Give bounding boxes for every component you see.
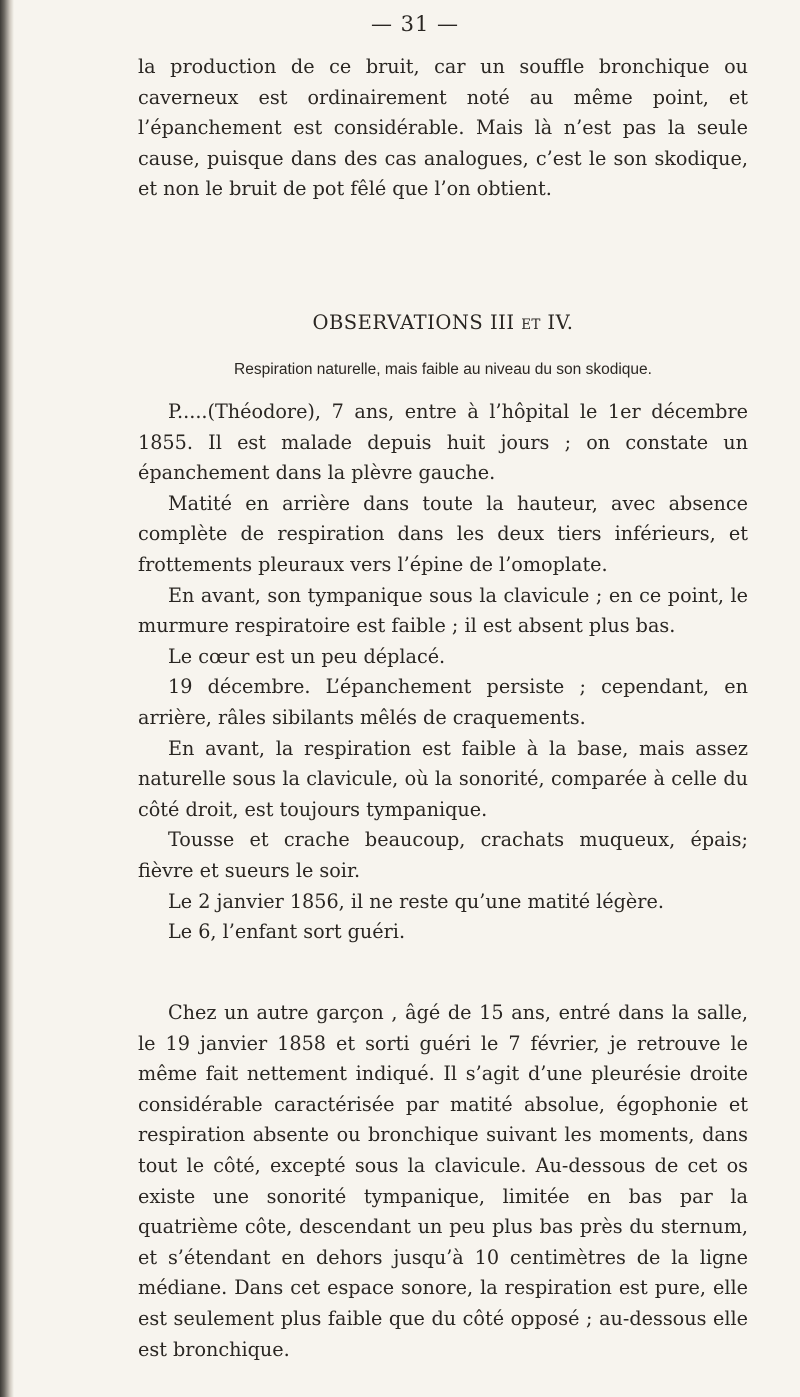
obs1-paragraph: 19 décembre. L’épanchement persiste ; cependant, en arrière, râles sibilants mêlés de craquements. bbox=[138, 675, 748, 729]
obs1-paragraph: P.....(Théodore), 7 ans, entre à l’hôpital le 1er décembre 1855. Il est malade depuis huit jours ; on constate un épanchement dans la plèvre gauche. bbox=[138, 400, 748, 485]
observation-2 bbox=[138, 998, 748, 1365]
heading-et: ET bbox=[521, 317, 541, 333]
obs1-paragraph: En avant, son tympanique sous la clavicule ; en ce point, le murmure respiratoire est faible ; il est absent plus bas. bbox=[138, 583, 748, 638]
obs2-paragraph: Chez un autre garçon , âgé de 15 ans, entré dans la salle, le 19 janvier 1858 et sorti guéri le 7 février, je retrouve le même fait nettement indiqué. Il s’agit d’une pleurésie droite considérable caractérisée par matité absolue, égophonie et respiration absente ou bronchique suivant les moments, dans tout le côté, excepté sous la clavicule. Au-dessous de cet os existe une sonorité tympanique, limitée en bas par la quatrième côte, descendant un peu plus bas près du sternum, et s’étendant en dehors jusqu’à 10 centimètres de la ligne médiane. Dans cet espace sonore, la respiration est pure, elle est seulement plus faible que du côté opposé ; au-dessous elle est bronchique. bbox=[138, 1001, 748, 1361]
section-subheading: Respiration naturelle, mais faible au niveau du son skodique. bbox=[234, 361, 652, 378]
heading-end: IV. bbox=[540, 311, 574, 334]
obs1-paragraph: Tousse et crache beaucoup, crachats muqueux, épais; fièvre et sueurs le soir. bbox=[138, 828, 748, 882]
intro-paragraph bbox=[138, 52, 748, 205]
obs1-paragraph: Le 6, l’enfant sort guéri. bbox=[168, 920, 406, 944]
intro-text: la production de ce bruit, car un souffle bronchique ou caverneux est ordinairement noté au même point, et l’épanchement est considérable. Mais là n’est pas la seule cause, puisque dans des cas analogues, c’est le son skodique, et non le bruit de pot fêlé que l’on obtient. bbox=[138, 55, 748, 201]
obs1-paragraph: Le cœur est un peu déplacé. bbox=[168, 644, 446, 668]
heading-main: OBSERVATIONS III bbox=[312, 311, 522, 334]
obs1-paragraph: Matité en arrière dans toute la hauteur, avec absence complète de respiration dans les deux tiers inférieurs, et frottements pleuraux vers l’épine de l’omoplate. bbox=[138, 491, 748, 576]
obs1-paragraph: Le 2 janvier 1856, il ne reste qu’une matité légère. bbox=[168, 889, 664, 913]
obs1-paragraph: En avant, la respiration est faible à la base, mais assez naturelle sous la clavicule, où la sonorité, comparée à celle du côté droit, est toujours tympanique. bbox=[138, 736, 748, 821]
observation-1 bbox=[138, 397, 748, 948]
page-number: — 31 — bbox=[370, 12, 460, 36]
section-heading bbox=[138, 311, 748, 334]
